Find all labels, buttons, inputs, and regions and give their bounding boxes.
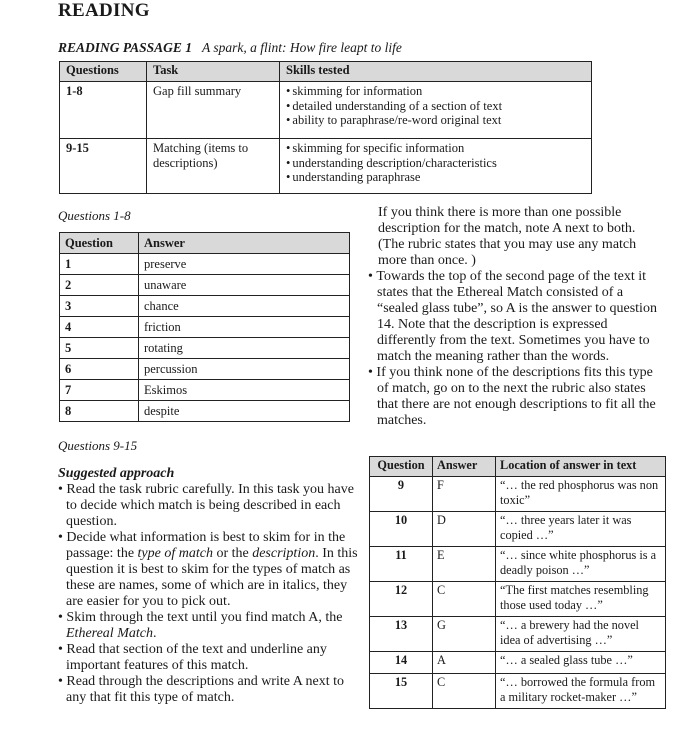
skill-item: • skimming for specific information: [286, 141, 585, 156]
answer-cell: unaware: [139, 275, 350, 296]
table-row: [370, 652, 666, 674]
passage-name: A spark, a flint: How fire leapt to life: [202, 40, 402, 55]
header-answer: Answer: [139, 233, 350, 254]
row-questions: 9-15: [60, 139, 147, 194]
header-question: Question: [60, 233, 139, 254]
row-skills: [280, 139, 592, 194]
table-row: [60, 82, 592, 139]
question-number: 9: [370, 477, 433, 512]
match-note-paragraph: If you think there is more than one possible description for the match, note A next to both. (The rubric states that you may use any match more than once. ): [378, 205, 637, 268]
header-location: Location of answer in text: [496, 457, 666, 477]
question-number: 4: [60, 317, 139, 338]
row-skills: [280, 82, 592, 139]
location-cell: “… three years later it was copied …”: [496, 512, 666, 547]
skills-table: [59, 61, 592, 194]
italic-term: description: [252, 546, 316, 561]
text-segment: Skim through the text until you find match A, the: [66, 610, 343, 625]
question-number: 3: [60, 296, 139, 317]
answers-1-8-table: [59, 232, 350, 422]
table-row: [60, 338, 350, 359]
answer-cell: C: [433, 582, 496, 617]
approach-heading: Suggested approach: [58, 466, 175, 481]
approach-item: • Read through the descriptions and write A next to any that fit this type of match.: [58, 674, 358, 706]
text-segment: or the: [212, 546, 253, 561]
italic-term: type of match: [137, 546, 213, 561]
answer-cell: E: [433, 547, 496, 582]
answer-cell: F: [433, 477, 496, 512]
header-skills: Skills tested: [280, 62, 592, 82]
text-segment: .: [152, 626, 157, 641]
table-row: [60, 380, 350, 401]
answer-cell: chance: [139, 296, 350, 317]
question-number: 15: [370, 674, 433, 709]
skill-item: • detailed understanding of a section of text: [286, 99, 585, 114]
location-cell: “… a brewery had the novel idea of advertising …”: [496, 617, 666, 652]
question-number: 2: [60, 275, 139, 296]
skill-item: • skimming for information: [286, 84, 585, 99]
header-answer: Answer: [433, 457, 496, 477]
skill-item: • understanding paraphrase: [286, 170, 585, 185]
table-row: [370, 674, 666, 709]
table-row: [370, 547, 666, 582]
header-questions: Questions: [60, 62, 147, 82]
passage-label: READING PASSAGE 1: [58, 40, 193, 55]
location-cell: “… since white phosphorus is a deadly poison …”: [496, 547, 666, 582]
answers-table-header: [370, 457, 666, 477]
right-column-text: [368, 205, 664, 429]
question-number: 6: [60, 359, 139, 380]
answers-9-15-table: [369, 456, 666, 709]
question-number: 14: [370, 652, 433, 674]
answer-cell: D: [433, 512, 496, 547]
question-number: 13: [370, 617, 433, 652]
right-bullets: [368, 269, 664, 429]
table-row: [370, 617, 666, 652]
table-row: [60, 296, 350, 317]
answer-cell: A: [433, 652, 496, 674]
skill-item: • understanding description/characteristics: [286, 156, 585, 171]
table-row: [60, 317, 350, 338]
answer-cell: C: [433, 674, 496, 709]
text-segment: Decide what information is best to skim for in the passage: the: [66, 530, 346, 561]
answer-cell: despite: [139, 401, 350, 422]
table-row: [370, 512, 666, 547]
location-cell: “… borrowed the formula from a military rocket-maker …”: [496, 674, 666, 709]
row-questions: 1-8: [60, 82, 147, 139]
header-question: Question: [370, 457, 433, 477]
answer-cell: preserve: [139, 254, 350, 275]
answer-cell: Eskimos: [139, 380, 350, 401]
right-bullet-item: • Towards the top of the second page of the text it states that the Ethereal Match consisted of a “sealed glass tube”, so A is the answer to question 14. Note that the description is expressed differently from the text. Sometimes you have to match the meaning rather than the words.: [368, 269, 664, 365]
table-row: [370, 477, 666, 512]
row-task: Matching (items to descriptions): [147, 139, 280, 194]
question-number: 1: [60, 254, 139, 275]
location-cell: “… the red phosphorus was non toxic”: [496, 477, 666, 512]
approach-item: • Read that section of the text and underline any important features of this match.: [58, 642, 358, 674]
suggested-approach: [58, 466, 358, 706]
table-row: [60, 359, 350, 380]
answer-cell: percussion: [139, 359, 350, 380]
right-bullet-item: • If you think none of the descriptions fits this type of match, go on to the next the rubric also states that there are not enough descriptions to fit all the matches.: [368, 365, 664, 429]
italic-term: Ethereal Match: [66, 626, 153, 641]
table-row: [60, 401, 350, 422]
answers-table-header: [60, 233, 350, 254]
location-cell: “The first matches resembling those used today …”: [496, 582, 666, 617]
questions-9-15-label: Questions 9-15: [58, 438, 138, 453]
answer-cell: G: [433, 617, 496, 652]
table-row: [60, 275, 350, 296]
header-task: Task: [147, 62, 280, 82]
question-number: 8: [60, 401, 139, 422]
approach-list: [58, 482, 358, 706]
question-number: 5: [60, 338, 139, 359]
location-cell: “… a sealed glass tube …”: [496, 652, 666, 674]
row-task: Gap fill summary: [147, 82, 280, 139]
skills-table-header: [60, 62, 592, 82]
question-number: 7: [60, 380, 139, 401]
question-number: 12: [370, 582, 433, 617]
passage-title: [58, 40, 402, 56]
table-row: [60, 139, 592, 194]
approach-item: [58, 610, 358, 642]
question-number: 10: [370, 512, 433, 547]
table-row: [60, 254, 350, 275]
table-row: [370, 582, 666, 617]
skill-item: • ability to paraphrase/re-word original text: [286, 113, 585, 128]
approach-item: • Read the task rubric carefully. In this task you have to decide which match is being described in each question.: [58, 482, 358, 530]
page-heading: READING: [58, 0, 150, 21]
questions-1-8-label: Questions 1-8: [58, 208, 131, 223]
answer-cell: rotating: [139, 338, 350, 359]
approach-item: [58, 530, 358, 610]
question-number: 11: [370, 547, 433, 582]
answer-cell: friction: [139, 317, 350, 338]
text-segment: . In this question it is best to skim for the types of match as these are names, some of which are in italics, they are easier for you to pick out.: [66, 546, 358, 609]
